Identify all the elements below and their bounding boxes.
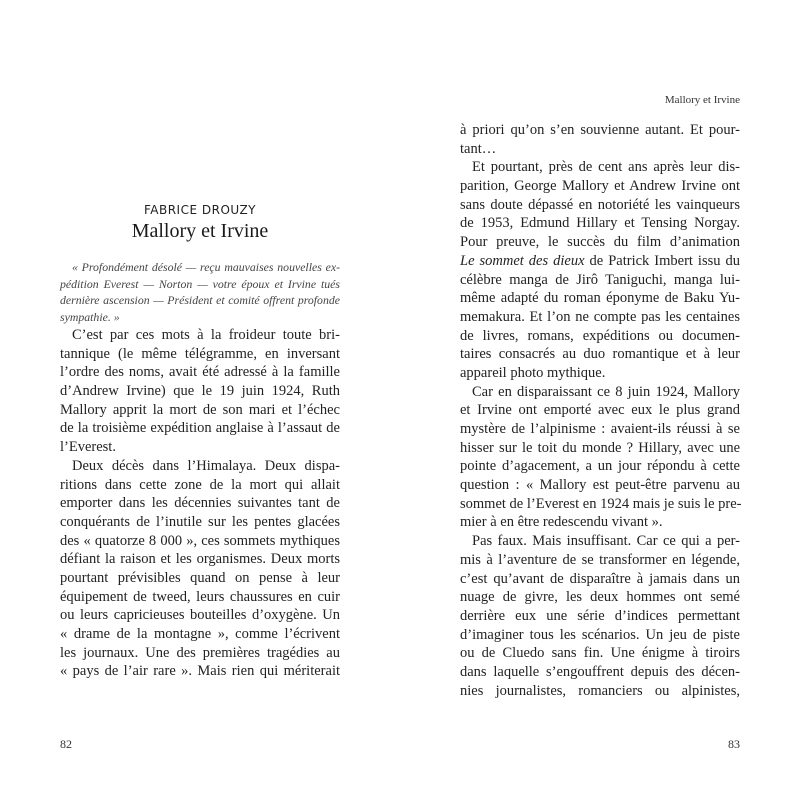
text-line: équipement de tweed, leurs chaussures en cuir: [60, 588, 340, 605]
text-line: nies journalistes, romanciers ou alpinistes,: [460, 682, 740, 699]
text-line: ritions dans cette zone de la mort qui allait: [60, 476, 340, 493]
text-line: nuage de givre, les deux hommes ont semé: [460, 589, 740, 606]
text-line: appareil photo mythique.: [460, 364, 606, 381]
text-line: pédition Everest — Norton — votre époux et Irvine tués: [60, 276, 340, 291]
text-line: conquérants de l’inutile sur les pentes glacées: [60, 513, 340, 530]
text-line: les journaux. Une des premières tragédies au: [60, 644, 340, 661]
page-number-left: 82: [60, 737, 72, 751]
text-line: emporter dans les décennies suivantes tant de: [60, 495, 340, 512]
text-line: sans doute dépassé en notoriété les vainqueurs: [460, 196, 740, 213]
text-line: sympathie. »: [60, 310, 120, 325]
text-line: Mallory apprit la mort de son mari et l’échec: [60, 401, 340, 418]
text-line: dernière ascension — Président et comité offrent profonde: [60, 293, 340, 308]
left-body-text: [60, 326, 340, 681]
text-line: dans laquelle s’engouffrent depuis des décen-: [460, 663, 740, 680]
epigraph: [60, 259, 340, 326]
page-number-right: 83: [728, 737, 740, 751]
text-line: question : « Mallory est peut-être parvenu au: [460, 477, 740, 494]
text-line: Deux décès dans l’Himalaya. Deux dispa-: [72, 457, 340, 474]
text-line: à priori qu’on s’en souvienne autant. Et pour-: [460, 122, 740, 138]
text-line: tant…: [460, 140, 497, 157]
text-line: mis à l’aventure de se transformer en légende,: [460, 551, 740, 568]
text-line: ou leurs capricieuses bouteilles d’oxygène. Un: [60, 607, 340, 624]
text-line: d’imaginer tous les scénarios. Un jeu de piste: [460, 626, 740, 643]
text-line: parition, George Mallory et Andrew Irvine ont: [460, 178, 740, 195]
text-line: l’ordre des noms, avait été adressé à la famille: [60, 364, 340, 381]
text-line: des « quatorze 8 000 », ces sommets mythiques: [60, 532, 340, 549]
text-line: de 1953, Edmund Hillary et Tensing Norgay.: [460, 215, 740, 232]
right-page: [400, 0, 800, 800]
text-line: taires consacrés au duo romantique et à leur: [460, 346, 740, 363]
running-head: Mallory et Irvine: [664, 94, 740, 106]
right-body-text: [460, 121, 740, 700]
text-line: tannique (le même télégramme, en inversant: [60, 345, 340, 362]
text-line: de livres, romans, expéditions ou documen-: [460, 327, 740, 344]
text-line: « pays de l’air rare ». Mais rien qui mériterait: [60, 663, 340, 680]
text-line: pourtant prévisibles quand on pense à leur: [60, 569, 340, 586]
text-line: memakura. Et l’on ne compte pas les centaines: [460, 308, 740, 325]
text-line: pointe d’agacement, a un jour répondu à cette: [460, 458, 740, 475]
text-line: défiant la raison et les organismes. Deux morts: [60, 551, 340, 568]
text-line: Et pourtant, près de cent ans après leur dis-: [472, 159, 740, 176]
text-line: sommet de l’Everest en 1924 mais je suis le pre-: [460, 495, 742, 512]
text-line: Car en disparaissant ce 8 juin 1924, Mallory: [472, 383, 740, 400]
film-title: Le sommet des dieux: [460, 252, 585, 269]
text-line: derrière eux une série d’indices permettant: [460, 607, 740, 624]
text-line: Le sommet des dieux de Patrick Imbert issu du: [460, 252, 740, 269]
text-line: d’Andrew Irvine) que le 19 juin 1924, Ruth: [60, 383, 340, 400]
text-line: ou de Cluedo sans fin. Une énigme à tiroirs: [460, 645, 740, 662]
text-line: c’est qu’avant de disparaître à jamais dans un: [460, 570, 740, 587]
chapter-title: Mallory et Irvine: [131, 220, 269, 242]
text-line: de la troisième expédition anglaise à l’assaut de: [60, 420, 340, 437]
text-line: hisser sur le toit du monde ? Hillary, avec une: [460, 439, 740, 456]
author-name: FABRICE DROUZY: [143, 203, 257, 217]
text-line: « drame de la montagne », comme l’écrivent: [60, 626, 340, 642]
text-line: mier à en être redescendu vivant ».: [460, 514, 663, 531]
text-line: l’Everest.: [60, 439, 116, 456]
text-line: Pas faux. Mais insuffisant. Car ce qui a per-: [472, 533, 740, 550]
text-line: C’est par ces mots à la froideur toute bri-: [72, 327, 340, 343]
text-line: « Profondément désolé — reçu mauvaises nouvelles ex-: [72, 260, 340, 274]
text-line: mystère de l’alpinisme : avaient-ils réussi à se: [460, 421, 740, 437]
text-line: célèbre manga de Jirô Taniguchi, manga lui-: [460, 271, 740, 288]
text-line: même adapté du roman éponyme de Baku Yu-: [460, 290, 740, 307]
text-line: Pour preuve, le succès du film d’animation: [460, 234, 740, 251]
text-line: et Irvine ont emporté avec eux le plus grand: [460, 402, 740, 419]
